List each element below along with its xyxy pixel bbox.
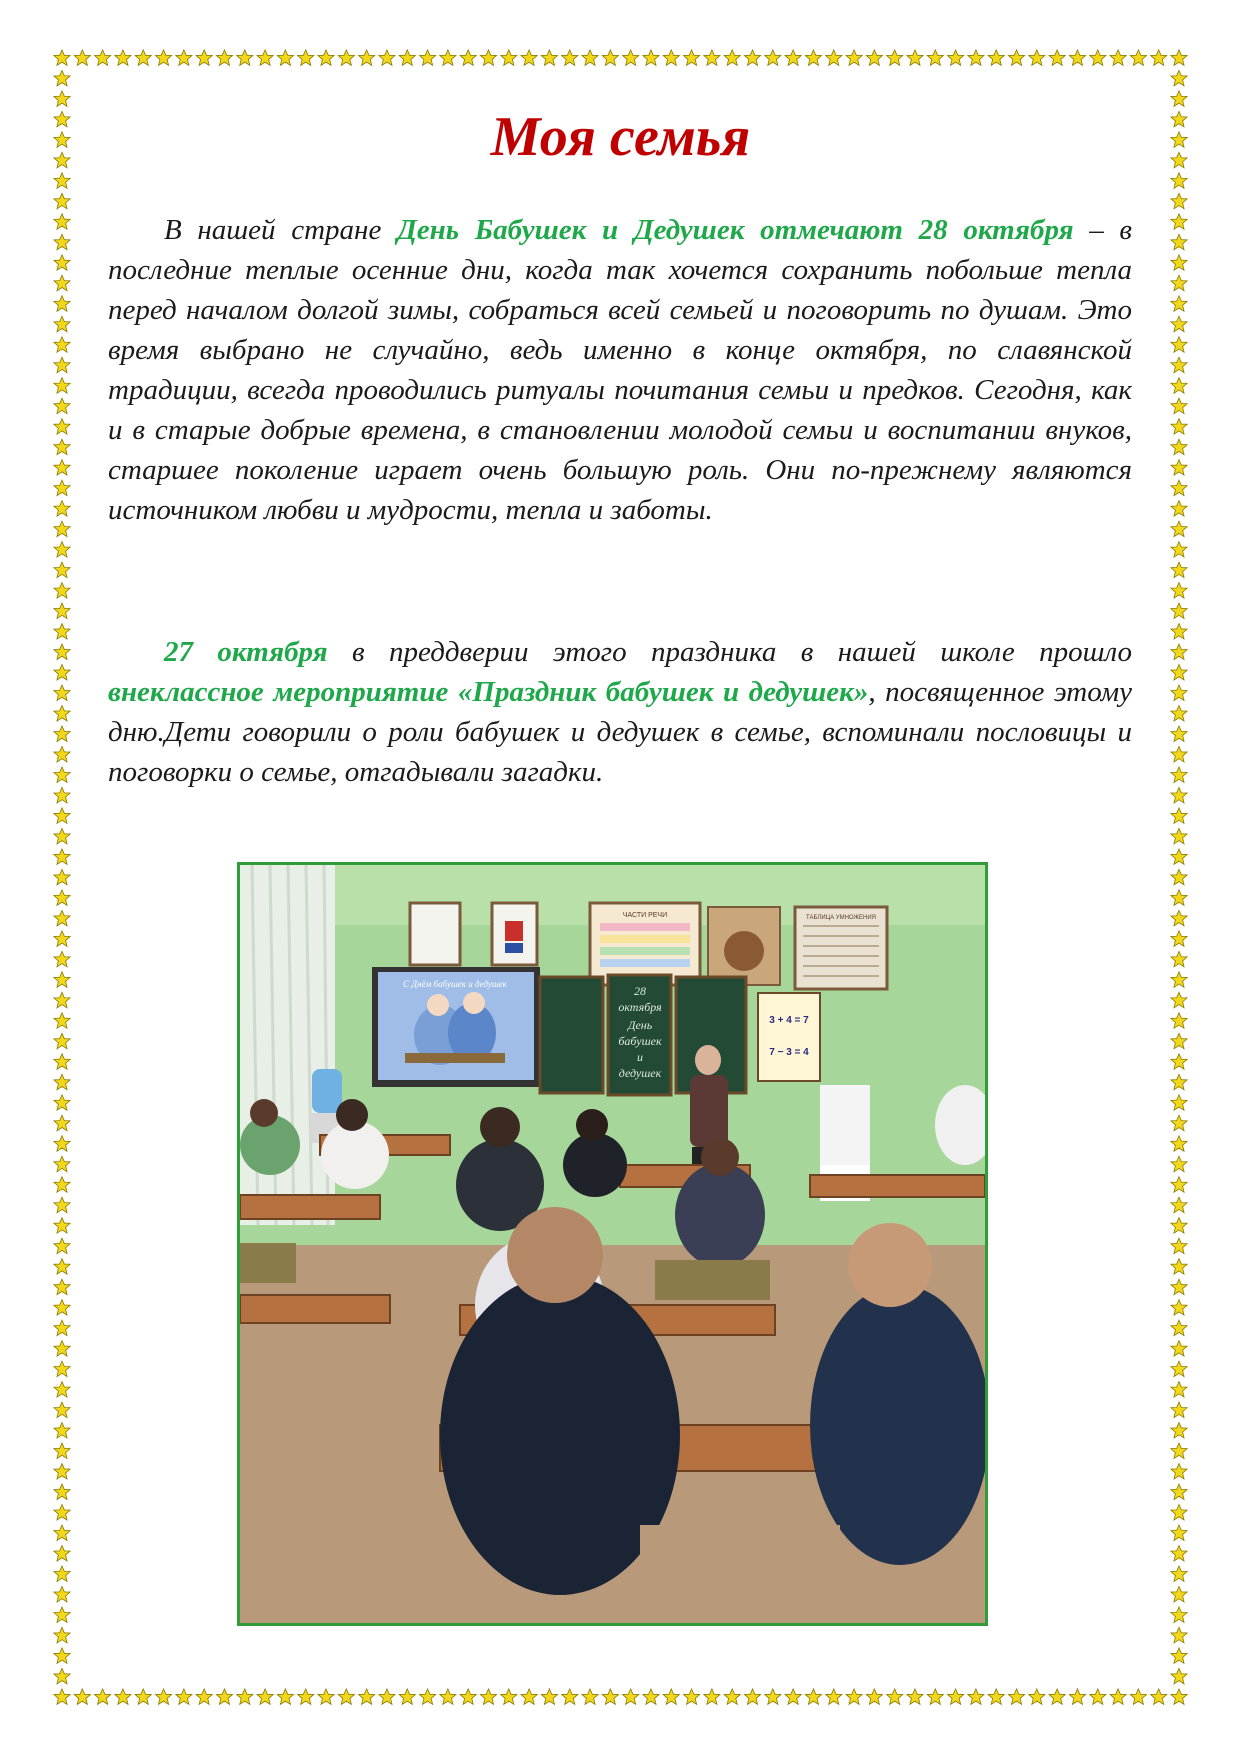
border-star-icon xyxy=(744,50,760,65)
border-star-icon xyxy=(1171,1648,1187,1663)
border-star-icon xyxy=(582,1689,598,1704)
paragraph1-body: – в последние теплые осенние дни, когда так хочется сохранить побольше тепла перед началом долгой зимы, собраться всей семьей и поговорить по душам. Это время выбрано не случайно, ведь именно в конце октября, по славянской традиции, всегда проводились ритуалы почитания семьи и предков. Сегодня, как и в старые добрые времена, в становлении молодой семьи и воспитании внуков, старшее поколение играет очень большую роль. Они по-прежнему являются источником любви и мудрости, тепла и заботы. xyxy=(108,214,1132,526)
border-star-icon xyxy=(257,50,273,65)
border-star-icon xyxy=(1171,828,1187,843)
border-star-icon xyxy=(887,50,903,65)
border-star-icon xyxy=(54,357,70,372)
border-star-icon xyxy=(135,50,151,65)
border-star-icon xyxy=(1171,951,1187,966)
poster-parts-of-speech-title: ЧАСТИ РЕЧИ xyxy=(622,912,668,919)
border-star-icon xyxy=(1171,665,1187,680)
border-star-icon xyxy=(602,50,618,65)
border-star-icon xyxy=(1171,275,1187,290)
border-star-icon xyxy=(1049,1689,1065,1704)
border-star-icon xyxy=(1171,992,1187,1007)
border-star-icon xyxy=(54,1464,70,1479)
border-star-icon xyxy=(54,910,70,925)
border-star-icon xyxy=(440,1689,456,1704)
border-star-icon xyxy=(1171,1095,1187,1110)
border-star-icon xyxy=(54,1341,70,1356)
border-star-icon xyxy=(54,1197,70,1212)
border-star-icon xyxy=(1171,890,1187,905)
border-star-icon xyxy=(54,255,70,270)
paragraph2-text2: , посвященное этому дню.Дети говорили о роли бабушек и дедушек в семье, вспоминали пословицы и поговорки о семье, отгадывали загадки. xyxy=(108,676,1133,788)
border-star-icon xyxy=(562,1689,578,1704)
border-star-icon xyxy=(704,1689,720,1704)
border-star-icon xyxy=(1171,726,1187,741)
border-star-icon xyxy=(54,1279,70,1294)
border-star-icon xyxy=(318,1689,334,1704)
border-star-icon xyxy=(988,50,1004,65)
border-star-icon xyxy=(1171,419,1187,434)
border-star-icon xyxy=(135,1689,151,1704)
border-star-icon xyxy=(765,50,781,65)
border-star-icon xyxy=(379,1689,395,1704)
border-star-icon xyxy=(1130,50,1146,65)
border-star-icon xyxy=(887,1689,903,1704)
border-star-icon xyxy=(907,50,923,65)
chalk-line-4: бабушек xyxy=(618,1034,662,1048)
classroom-photo xyxy=(237,862,988,1626)
border-star-icon xyxy=(1171,501,1187,516)
border-star-icon xyxy=(683,50,699,65)
border-star-icon xyxy=(1171,1627,1187,1642)
border-star-icon xyxy=(1171,706,1187,721)
border-star-icon xyxy=(54,1423,70,1438)
border-star-icon xyxy=(54,931,70,946)
border-star-icon xyxy=(54,1320,70,1335)
border-star-icon xyxy=(54,1648,70,1663)
border-star-icon xyxy=(501,1689,517,1704)
border-star-icon xyxy=(95,1689,111,1704)
border-star-icon xyxy=(968,50,984,65)
border-star-icon xyxy=(1171,1013,1187,1028)
border-star-icon xyxy=(54,521,70,536)
border-star-icon xyxy=(54,685,70,700)
border-star-icon xyxy=(1171,685,1187,700)
board-greeting-text: С Днём бабушек и дедушек xyxy=(403,979,507,989)
border-star-icon xyxy=(1171,1689,1187,1704)
border-star-icon xyxy=(541,50,557,65)
border-star-icon xyxy=(1171,70,1187,85)
math-line-1: 3 + 4 = 7 xyxy=(769,1015,809,1026)
border-star-icon xyxy=(1171,1054,1187,1069)
border-star-icon xyxy=(562,50,578,65)
border-star-icon xyxy=(1171,1238,1187,1253)
border-star-icon xyxy=(1171,1136,1187,1151)
border-star-icon xyxy=(1171,1197,1187,1212)
border-star-icon xyxy=(54,849,70,864)
border-star-icon xyxy=(1171,1402,1187,1417)
border-star-icon xyxy=(1171,746,1187,761)
border-star-icon xyxy=(1171,1279,1187,1294)
border-star-icon xyxy=(1171,398,1187,413)
border-star-icon xyxy=(54,1545,70,1560)
border-star-icon xyxy=(1110,50,1126,65)
border-star-icon xyxy=(1171,542,1187,557)
border-star-icon xyxy=(54,787,70,802)
border-star-icon xyxy=(54,1115,70,1130)
border-star-icon xyxy=(54,644,70,659)
border-star-icon xyxy=(54,1361,70,1376)
poster-multiplication-title: ТАБЛИЦА УМНОЖЕНИЯ xyxy=(806,915,876,921)
border-star-icon xyxy=(74,1689,90,1704)
border-star-icon xyxy=(1171,1382,1187,1397)
border-star-icon xyxy=(54,951,70,966)
border-star-icon xyxy=(1069,1689,1085,1704)
border-star-icon xyxy=(54,1074,70,1089)
border-star-icon xyxy=(54,337,70,352)
border-star-icon xyxy=(54,439,70,454)
border-star-icon xyxy=(399,1689,415,1704)
border-star-icon xyxy=(1049,50,1065,65)
border-star-icon xyxy=(1171,1156,1187,1171)
border-star-icon xyxy=(1069,50,1085,65)
border-star-icon xyxy=(1171,460,1187,475)
border-star-icon xyxy=(1008,1689,1024,1704)
border-star-icon xyxy=(54,890,70,905)
border-star-icon xyxy=(54,50,70,65)
border-star-icon xyxy=(54,1013,70,1028)
border-star-icon xyxy=(298,50,314,65)
border-star-icon xyxy=(1171,1300,1187,1315)
border-star-icon xyxy=(521,50,537,65)
border-star-icon xyxy=(866,1689,882,1704)
border-star-icon xyxy=(765,1689,781,1704)
border-star-icon xyxy=(968,1689,984,1704)
border-star-icon xyxy=(54,398,70,413)
border-star-icon xyxy=(1171,50,1187,65)
holiday-date-highlight: День Бабушек и Дедушек отмечают 28 октября xyxy=(397,214,1074,246)
border-star-icon xyxy=(155,50,171,65)
border-star-icon xyxy=(1171,972,1187,987)
border-star-icon xyxy=(927,50,943,65)
border-star-icon xyxy=(54,767,70,782)
border-star-icon xyxy=(1008,50,1024,65)
border-star-icon xyxy=(379,50,395,65)
border-star-icon xyxy=(1171,808,1187,823)
border-star-icon xyxy=(948,50,964,65)
border-star-icon xyxy=(54,1095,70,1110)
border-star-icon xyxy=(54,1484,70,1499)
border-star-icon xyxy=(54,316,70,331)
page-title: Моя семья xyxy=(490,106,751,168)
border-star-icon xyxy=(54,1054,70,1069)
border-star-icon xyxy=(582,50,598,65)
border-star-icon xyxy=(54,1607,70,1622)
border-star-icon xyxy=(54,542,70,557)
border-star-icon xyxy=(54,706,70,721)
border-star-icon xyxy=(1171,583,1187,598)
border-star-icon xyxy=(1171,787,1187,802)
paragraph-grandparents-day xyxy=(108,210,1132,530)
border-star-icon xyxy=(359,50,375,65)
border-star-icon xyxy=(1171,1115,1187,1130)
border-star-icon xyxy=(196,50,212,65)
border-star-icon xyxy=(54,808,70,823)
border-star-icon xyxy=(541,1689,557,1704)
border-star-icon xyxy=(54,1238,70,1253)
border-star-icon xyxy=(359,1689,375,1704)
border-star-icon xyxy=(1090,50,1106,65)
border-star-icon xyxy=(54,1627,70,1642)
border-star-icon xyxy=(744,1689,760,1704)
border-star-icon xyxy=(54,1586,70,1601)
border-star-icon xyxy=(196,1689,212,1704)
border-star-icon xyxy=(54,460,70,475)
border-star-icon xyxy=(54,1033,70,1048)
border-star-icon xyxy=(1171,1033,1187,1048)
border-star-icon xyxy=(54,214,70,229)
border-star-icon xyxy=(846,1689,862,1704)
border-star-icon xyxy=(1171,869,1187,884)
border-star-icon xyxy=(237,50,253,65)
border-star-icon xyxy=(54,296,70,311)
border-star-icon xyxy=(1171,1607,1187,1622)
border-star-icon xyxy=(1171,1177,1187,1192)
border-star-icon xyxy=(54,1566,70,1581)
border-star-icon xyxy=(1171,480,1187,495)
border-star-icon xyxy=(480,50,496,65)
border-star-icon xyxy=(1171,1443,1187,1458)
border-star-icon xyxy=(1171,767,1187,782)
border-star-icon xyxy=(54,234,70,249)
border-star-icon xyxy=(1171,316,1187,331)
border-star-icon xyxy=(724,1689,740,1704)
border-star-icon xyxy=(95,50,111,65)
border-star-icon xyxy=(54,869,70,884)
border-star-icon xyxy=(237,1689,253,1704)
border-star-icon xyxy=(1171,1423,1187,1438)
border-star-icon xyxy=(602,1689,618,1704)
border-star-icon xyxy=(1151,1689,1167,1704)
border-star-icon xyxy=(54,1443,70,1458)
border-star-icon xyxy=(54,275,70,290)
border-star-icon xyxy=(1171,1668,1187,1683)
border-star-icon xyxy=(1151,50,1167,65)
border-star-icon xyxy=(1171,439,1187,454)
border-star-icon xyxy=(785,1689,801,1704)
border-star-icon xyxy=(1171,1361,1187,1376)
border-star-icon xyxy=(927,1689,943,1704)
border-star-icon xyxy=(54,972,70,987)
border-star-icon xyxy=(1171,1464,1187,1479)
border-star-icon xyxy=(643,1689,659,1704)
border-star-icon xyxy=(1171,1545,1187,1560)
border-star-icon xyxy=(1171,214,1187,229)
border-star-icon xyxy=(1171,1525,1187,1540)
border-star-icon xyxy=(54,1218,70,1233)
border-star-icon xyxy=(54,70,70,85)
chalk-line-5: и xyxy=(637,1050,643,1064)
border-star-icon xyxy=(54,1177,70,1192)
border-star-icon xyxy=(277,50,293,65)
border-star-icon xyxy=(318,50,334,65)
border-star-icon xyxy=(805,50,821,65)
border-star-icon xyxy=(1171,1586,1187,1601)
border-star-icon xyxy=(155,1689,171,1704)
border-star-icon xyxy=(54,1402,70,1417)
border-star-icon xyxy=(277,1689,293,1704)
border-star-icon xyxy=(338,50,354,65)
border-star-icon xyxy=(988,1689,1004,1704)
border-star-icon xyxy=(1171,1259,1187,1274)
border-star-icon xyxy=(1171,234,1187,249)
border-star-icon xyxy=(1171,1484,1187,1499)
border-star-icon xyxy=(1171,624,1187,639)
border-star-icon xyxy=(826,50,842,65)
border-star-icon xyxy=(257,1689,273,1704)
border-star-icon xyxy=(338,1689,354,1704)
border-star-icon xyxy=(1171,521,1187,536)
border-star-icon xyxy=(54,193,70,208)
border-star-icon xyxy=(54,562,70,577)
border-star-icon xyxy=(54,1382,70,1397)
border-star-icon xyxy=(785,50,801,65)
border-star-icon xyxy=(826,1689,842,1704)
chalk-line-1: 28 xyxy=(634,984,646,998)
border-star-icon xyxy=(216,50,232,65)
border-star-icon xyxy=(1171,1218,1187,1233)
border-star-icon xyxy=(501,50,517,65)
border-star-icon xyxy=(866,50,882,65)
border-star-icon xyxy=(54,583,70,598)
border-star-icon xyxy=(1171,1341,1187,1356)
border-star-icon xyxy=(1171,357,1187,372)
border-star-icon xyxy=(1171,1505,1187,1520)
event-name-highlight: внеклассное мероприятие «Праздник бабушек и дедушек» xyxy=(108,676,869,708)
border-star-icon xyxy=(216,1689,232,1704)
border-star-icon xyxy=(54,1505,70,1520)
border-star-icon xyxy=(54,419,70,434)
border-star-icon xyxy=(663,50,679,65)
border-star-icon xyxy=(54,603,70,618)
border-star-icon xyxy=(1171,378,1187,393)
border-star-icon xyxy=(419,50,435,65)
border-star-icon xyxy=(54,173,70,188)
border-star-icon xyxy=(115,1689,131,1704)
border-star-icon xyxy=(54,1525,70,1540)
border-star-icon xyxy=(54,828,70,843)
border-star-icon xyxy=(54,992,70,1007)
border-star-icon xyxy=(1110,1689,1126,1704)
paragraph2-text1: в преддверии этого праздника в нашей школе прошло xyxy=(327,636,1133,668)
chalk-line-3: День xyxy=(627,1018,653,1032)
border-star-icon xyxy=(846,50,862,65)
border-star-icon xyxy=(54,1156,70,1171)
border-star-icon xyxy=(623,50,639,65)
border-star-icon xyxy=(54,665,70,680)
border-star-icon xyxy=(1171,173,1187,188)
border-star-icon xyxy=(948,1689,964,1704)
border-star-icon xyxy=(1029,1689,1045,1704)
border-star-icon xyxy=(1171,849,1187,864)
border-star-icon xyxy=(74,50,90,65)
border-star-icon xyxy=(1171,296,1187,311)
border-star-icon xyxy=(54,624,70,639)
chalk-line-6: дедушек xyxy=(618,1066,662,1080)
border-star-icon xyxy=(176,1689,192,1704)
border-star-icon xyxy=(1171,603,1187,618)
border-star-icon xyxy=(115,50,131,65)
border-star-icon xyxy=(1171,1320,1187,1335)
border-star-icon xyxy=(54,480,70,495)
border-star-icon xyxy=(54,1136,70,1151)
border-star-icon xyxy=(1171,562,1187,577)
math-line-2: 7 − 3 = 4 xyxy=(769,1047,809,1058)
border-star-icon xyxy=(1171,337,1187,352)
border-star-icon xyxy=(54,1300,70,1315)
paragraph-school-event xyxy=(108,632,1132,792)
border-star-icon xyxy=(1130,1689,1146,1704)
border-star-icon xyxy=(1171,255,1187,270)
border-star-icon xyxy=(1171,910,1187,925)
border-star-icon xyxy=(460,50,476,65)
border-star-icon xyxy=(440,50,456,65)
border-star-icon xyxy=(1171,931,1187,946)
classroom-photo-illustration xyxy=(240,865,985,1623)
border-star-icon xyxy=(683,1689,699,1704)
border-star-icon xyxy=(1171,193,1187,208)
border-star-icon xyxy=(663,1689,679,1704)
border-star-icon xyxy=(480,1689,496,1704)
border-star-icon xyxy=(643,50,659,65)
border-star-icon xyxy=(460,1689,476,1704)
border-star-icon xyxy=(54,501,70,516)
border-star-icon xyxy=(176,50,192,65)
border-star-icon xyxy=(805,1689,821,1704)
border-star-icon xyxy=(1029,50,1045,65)
border-star-icon xyxy=(1171,1074,1187,1089)
border-star-icon xyxy=(399,50,415,65)
paragraph1-intro: В нашей стране xyxy=(164,214,397,246)
border-star-icon xyxy=(54,378,70,393)
border-star-icon xyxy=(54,1259,70,1274)
border-star-icon xyxy=(54,726,70,741)
border-star-icon xyxy=(298,1689,314,1704)
border-star-icon xyxy=(623,1689,639,1704)
border-star-icon xyxy=(419,1689,435,1704)
border-star-icon xyxy=(704,50,720,65)
border-star-icon xyxy=(1171,1566,1187,1581)
event-date-highlight: 27 октября xyxy=(164,636,328,668)
border-star-icon xyxy=(1090,1689,1106,1704)
border-star-icon xyxy=(1171,644,1187,659)
border-star-icon xyxy=(54,1668,70,1683)
border-star-icon xyxy=(54,1689,70,1704)
border-star-icon xyxy=(724,50,740,65)
border-star-icon xyxy=(521,1689,537,1704)
chalk-line-2: октября xyxy=(618,1000,662,1014)
border-star-icon xyxy=(54,746,70,761)
border-star-icon xyxy=(907,1689,923,1704)
